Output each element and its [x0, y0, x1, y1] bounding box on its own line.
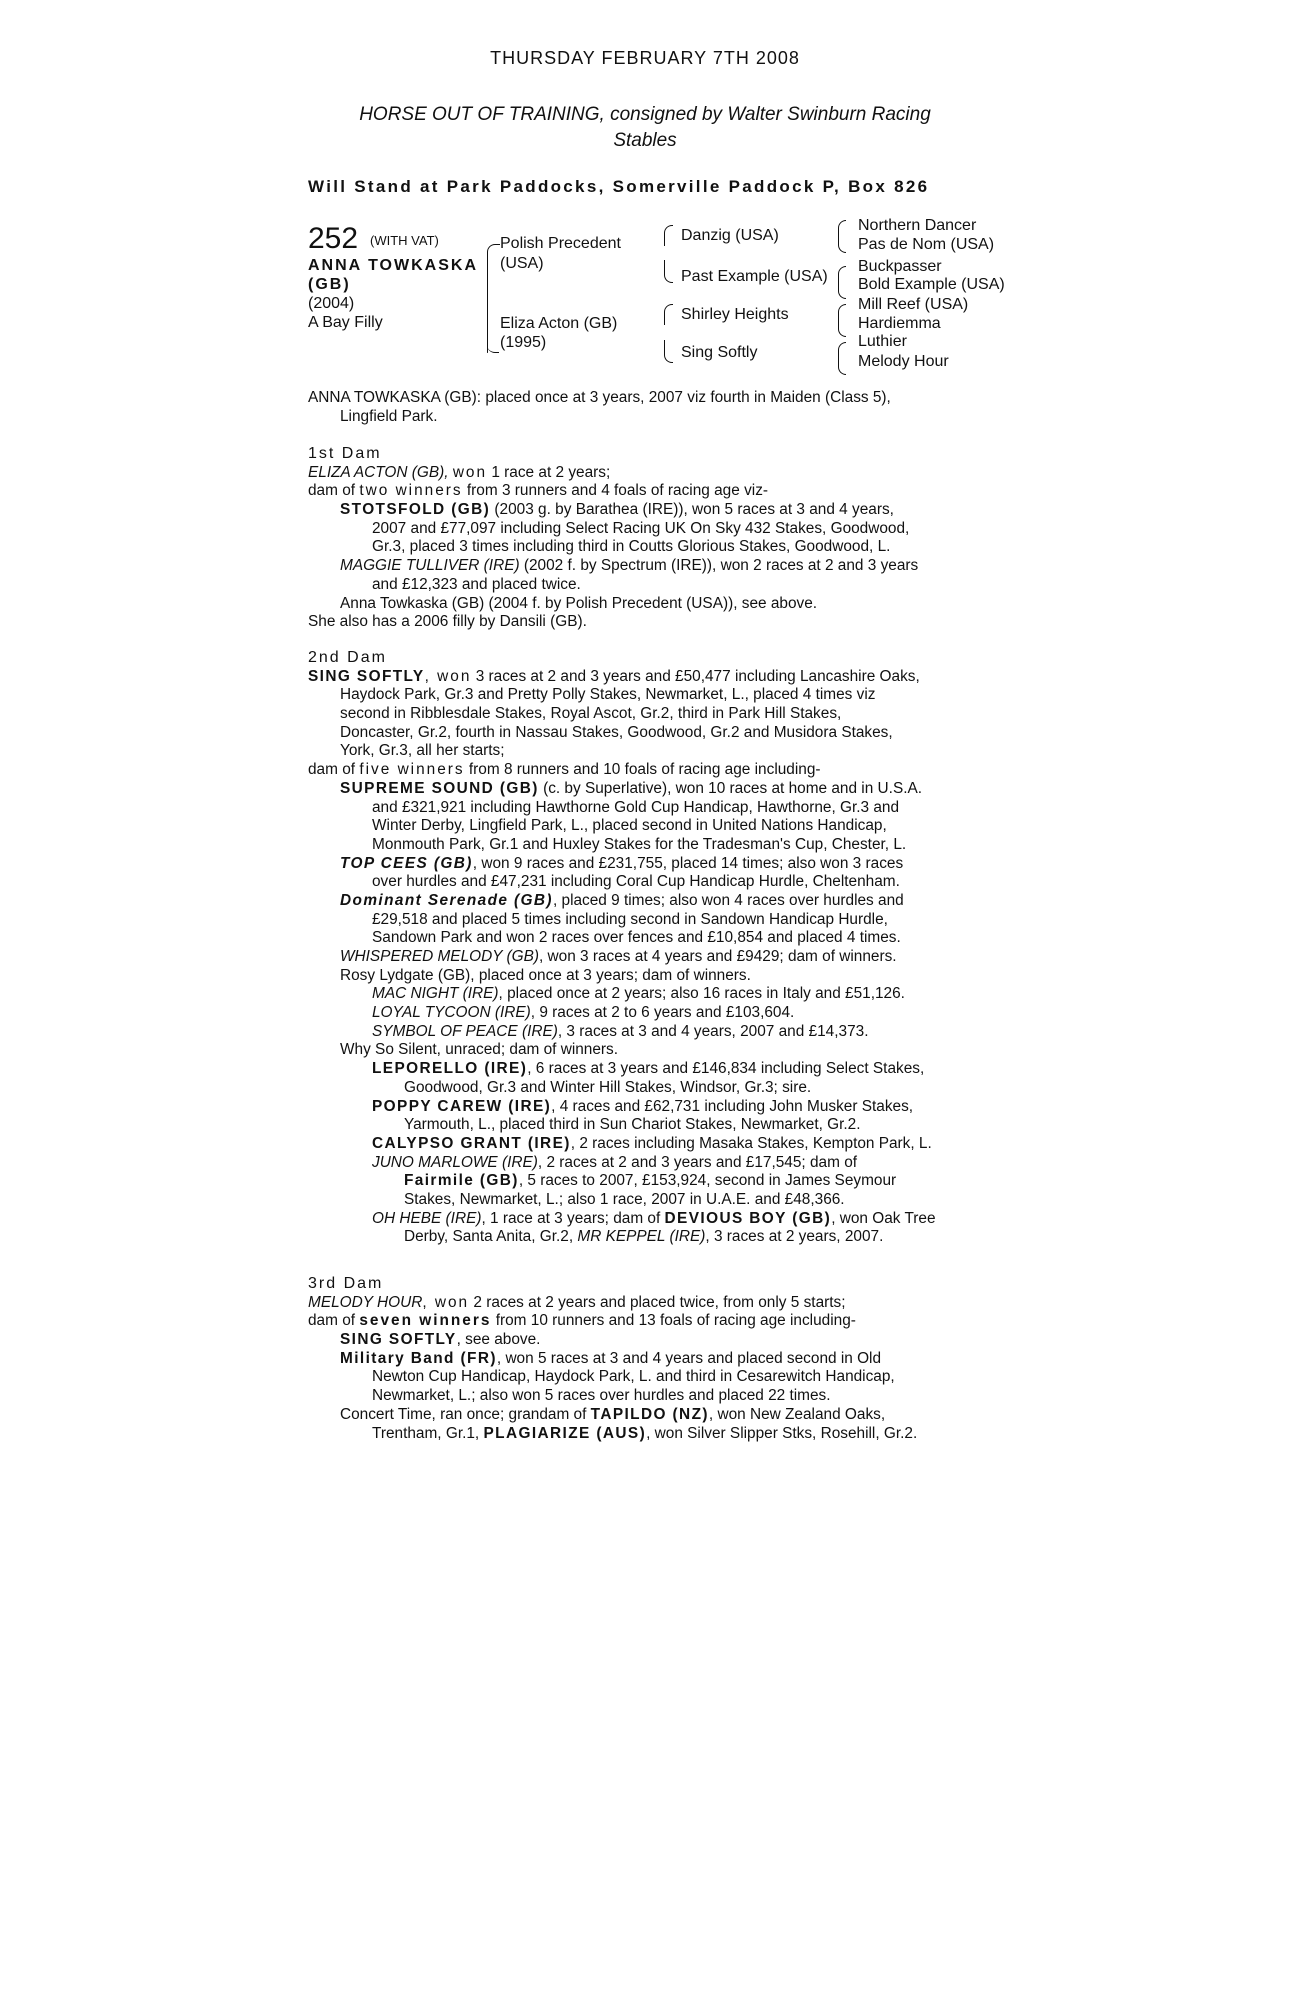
o6e-line-2 — [308, 1228, 1008, 1247]
gg-sire-4: Luthier — [858, 333, 907, 350]
second-dam-section — [308, 649, 1008, 1247]
produce-3: Anna Towkaska (GB) (2004 f. by Polish Precedent (USA)), see above. — [340, 594, 818, 612]
first-dam-name: ELIZA ACTON (GB), — [308, 463, 449, 481]
o6c-name: CALYPSO GRANT (IRE) — [372, 1134, 571, 1152]
t2-line-1 — [308, 1350, 1008, 1369]
o3-line-3: Sandown Park and won 2 races over fences and £10,854 and placed 4 times. — [372, 929, 901, 947]
o6-line: Why So Silent, unraced; dam of winners. — [340, 1041, 619, 1059]
sale-date: THURSDAY FEBRUARY 7TH 2008 — [490, 48, 800, 68]
produce-2-line-2: and £12,323 and placed twice. — [372, 575, 581, 593]
dam-sire: Shirley Heights — [681, 306, 789, 323]
second-dam-record: 3 races at 2 and 3 years and £50,477 including Lancashire Oaks, — [475, 667, 920, 685]
o6e-produce-name: DEVIOUS BOY (GB) — [664, 1209, 832, 1227]
t2-line-3: Newmarket, L.; also won 5 races over hurdles and placed 22 times. — [372, 1387, 831, 1405]
second-dam-line-4: Doncaster, Gr.2, fourth in Nassau Stakes, Goodwood, Gr.2 and Musidora Stakes, — [340, 723, 893, 741]
foals-summary: from 8 runners and 10 foals of racing age including- — [468, 761, 821, 779]
t3-produce-2-text: , won Silver Slipper Stks, Rosehill, Gr.2. — [646, 1424, 918, 1442]
t3-line-1 — [308, 1406, 1008, 1425]
o1-name: SUPREME SOUND (GB) — [340, 779, 539, 797]
race-summary — [308, 389, 1008, 426]
first-dam-name-line — [308, 464, 1008, 483]
o2-name: TOP CEES (GB) — [340, 854, 473, 872]
dam: Eliza Acton (GB) — [500, 315, 618, 332]
o6d-line-2 — [308, 1172, 1008, 1191]
brace-g7 — [838, 342, 846, 359]
produce-2-name: MAGGIE TULLIVER (IRE) — [340, 557, 520, 575]
o6e-produce-2-text: , 3 races at 2 years, 2007. — [705, 1228, 884, 1246]
second-dam-name-line — [308, 668, 1008, 687]
brace-g6 — [838, 320, 846, 337]
gg-dam-4: Melody Hour — [858, 353, 949, 370]
brace-g4 — [838, 282, 846, 299]
o5b-line — [308, 1004, 1008, 1023]
o4-text: , won 3 races at 4 years and £9429; dam of winners. — [538, 948, 897, 965]
o5b-text: , 9 races at 2 to 6 years and £103,604. — [530, 1004, 795, 1022]
o6b-line-1 — [308, 1098, 1008, 1117]
brace-g8 — [838, 358, 846, 375]
third-dam-section — [308, 1275, 1008, 1443]
winners-count: two winners — [359, 482, 463, 500]
stand-location: Will Stand at Park Paddocks, Somerville Paddock P, Box 826 — [308, 177, 930, 196]
brace-stem — [487, 304, 488, 353]
t2-text: , won 5 races at 3 and 4 years and placed second in Old — [496, 1349, 882, 1367]
won-word: , won — [422, 1293, 470, 1311]
o6e-line-2-text: Derby, Santa Anita, Gr.2, — [404, 1228, 574, 1246]
o6e-line-1 — [308, 1210, 1008, 1229]
dam-of: dam of — [308, 1312, 356, 1330]
consignor — [0, 102, 1290, 154]
brace-g5 — [838, 304, 846, 321]
o6b-line-2: Yarmouth, L., placed third in Sun Chariot Stakes, Newmarket, Gr.2. — [404, 1116, 861, 1134]
t2-line-2: Newton Cup Handicap, Haydock Park, L. and third in Cesarewitch Handicap, — [372, 1368, 895, 1386]
second-dam-produce — [308, 761, 1008, 780]
dam-of: dam of — [308, 761, 356, 779]
o1-line-1 — [308, 780, 1008, 799]
gg-sire-3: Mill Reef (USA) — [858, 296, 969, 313]
o6e-text: , 1 race at 3 years; dam of — [481, 1209, 661, 1227]
o6e-name: OH HEBE (IRE) — [372, 1209, 482, 1227]
third-dam-name-line — [308, 1294, 1008, 1313]
winners-count: seven winners — [359, 1312, 492, 1330]
produce-1-line-3: Gr.3, placed 3 times including third in Coutts Glorious Stakes, Goodwood, L. — [372, 538, 891, 556]
horse-name: ANNA TOWKASKA — [308, 257, 478, 274]
o6a-text: , 6 races at 3 years and £146,834 including Select Stakes, — [527, 1060, 925, 1078]
second-dam-line-2: Haydock Park, Gr.3 and Pretty Polly Stakes, Newmarket, L., placed 4 times viz — [340, 686, 876, 704]
o1-line-3: Winter Derby, Lingfield Park, L., placed second in United Nations Handicap, — [372, 817, 887, 835]
o5-line: Rosy Lydgate (GB), placed once at 3 years; dam of winners. — [340, 966, 751, 984]
o2-line-1 — [308, 855, 1008, 874]
o6b-text: , 4 races and £62,731 including John Musker Stakes, — [551, 1097, 914, 1115]
second-dam-line-3: second in Ribblesdale Stakes, Royal Ascot, Gr.2, third in Park Hill Stakes, — [340, 705, 842, 723]
o6e-produce-text: , won Oak Tree — [831, 1209, 936, 1227]
o1-line-4: Monmouth Park, Gr.1 and Huxley Stakes for the Tradesman's Cup, Chester, L. — [372, 835, 907, 853]
first-dam-section — [308, 445, 1008, 632]
o6a-name: LEPORELLO (IRE) — [372, 1060, 528, 1078]
won-word: , won — [424, 667, 472, 685]
o5a-line — [308, 985, 1008, 1004]
o6d-name: JUNO MARLOWE (IRE) — [372, 1153, 538, 1171]
brace-g1 — [838, 220, 846, 237]
t1-text: , see above. — [456, 1331, 541, 1349]
o2-line-2: over hurdles and £47,231 including Coral Cup Handicap Hurdle, Cheltenham. — [372, 873, 900, 891]
o6c-line-1 — [308, 1135, 1008, 1154]
produce-1-text: (2003 g. by Barathea (IRE)), won 5 races at 3 and 4 years, — [494, 501, 894, 519]
o6a-line-2: Goodwood, Gr.3 and Winter Hill Stakes, Windsor, Gr.3; sire. — [404, 1078, 812, 1096]
o3-line-1 — [308, 892, 1008, 911]
o5c-text: , 3 races at 3 and 4 years, 2007 and £14,373. — [557, 1022, 869, 1040]
vat-note: (WITH VAT) — [370, 233, 439, 248]
o3-name: Dominant Serenade (GB) — [340, 891, 553, 909]
consignor-line-2: Stables — [613, 130, 677, 151]
foals-summary: from 10 runners and 13 foals of racing age including- — [495, 1312, 856, 1330]
o6d-line-3: Stakes, Newmarket, L.; also 1 race, 2007 in U.A.E. and £48,366. — [404, 1190, 845, 1208]
sire-dam: Past Example (USA) — [681, 268, 828, 285]
first-dam-heading: 1st Dam — [308, 445, 382, 462]
third-dam-produce — [308, 1312, 1008, 1331]
o5a-name: MAC NIGHT (IRE) — [372, 985, 499, 1003]
t1-name: SING SOFTLY — [340, 1331, 457, 1349]
dam-dam: Sing Softly — [681, 344, 758, 361]
horse-country: (GB) — [308, 276, 351, 293]
o6d-produce-text: , 5 races to 2007, £153,924, second in James Seymour — [518, 1172, 897, 1190]
o6b-name: POPPY CAREW (IRE) — [372, 1097, 552, 1115]
o6a-line-1 — [308, 1060, 1008, 1079]
t1-line — [308, 1331, 1008, 1350]
t3-line-2-text: Trentham, Gr.1, — [372, 1424, 480, 1442]
produce-4: She also has a 2006 filly by Dansili (GB). — [308, 613, 587, 631]
produce-2-line-1 — [308, 557, 1008, 576]
produce-1-line-2: 2007 and £77,097 including Select Racing UK On Sky 432 Stakes, Goodwood, — [372, 519, 910, 537]
o6e-produce-2-name: MR KEPPEL (IRE) — [577, 1228, 706, 1246]
won-word: won — [452, 463, 488, 481]
third-dam-name: MELODY HOUR — [308, 1293, 423, 1311]
horse-description: A Bay Filly — [308, 314, 383, 331]
gg-sire-2: Buckpasser — [858, 258, 942, 275]
first-dam-record: 1 race at 2 years; — [491, 463, 611, 481]
brace-dd — [664, 340, 673, 363]
third-dam-heading: 3rd Dam — [308, 1275, 384, 1292]
o2-text: , won 9 races and £231,755, placed 14 times; also won 3 races — [472, 854, 904, 872]
brace-g2 — [838, 236, 846, 253]
produce-1-name: STOTSFOLD (GB) — [340, 501, 491, 519]
t3-text: Concert Time, ran once; grandam of — [340, 1405, 587, 1423]
o6c-text: , 2 races including Masaka Stakes, Kempton Park, L. — [570, 1134, 932, 1152]
dam-brace — [487, 302, 499, 353]
brace-ds — [664, 304, 673, 325]
o4-name: WHISPERED MELODY (GB) — [340, 948, 539, 965]
o6d-text: , 2 races at 2 and 3 years and £17,545; dam of — [537, 1153, 858, 1171]
o3-line-2: £29,518 and placed 5 times including second in Sandown Handicap Hurdle, — [372, 910, 888, 928]
t3-produce-2-name: PLAGIARIZE (AUS) — [483, 1424, 647, 1442]
brace-sd — [664, 260, 673, 283]
o5b-name: LOYAL TYCOON (IRE) — [372, 1004, 531, 1022]
winners-count: five winners — [359, 761, 465, 779]
second-dam-name: SING SOFTLY — [308, 667, 425, 685]
t3-produce-name: TAPILDO (NZ) — [590, 1405, 709, 1423]
gg-dam-3: Hardiemma — [858, 315, 941, 332]
sire-sire: Danzig (USA) — [681, 227, 779, 244]
sire-country: (USA) — [500, 255, 544, 272]
dam-year: (1995) — [500, 334, 547, 351]
o5a-text: , placed once at 2 years; also 16 races in Italy and £51,126. — [498, 985, 905, 1003]
o1-text: (c. by Superlative), won 10 races at home and in U.S.A. — [543, 779, 923, 797]
foals-summary: from 3 runners and 4 foals of racing age viz- — [466, 482, 769, 500]
o3-text: , placed 9 times; also won 4 races over hurdles and — [552, 891, 904, 909]
third-dam-record: 2 races at 2 years and placed twice, from only 5 starts; — [473, 1293, 846, 1311]
o5c-name: SYMBOL OF PEACE (IRE) — [372, 1022, 558, 1040]
produce-2-text: (2002 f. by Spectrum (IRE)), won 2 races at 2 and 3 years — [523, 557, 919, 575]
o4-line-1 — [308, 948, 1008, 967]
horse-year: (2004) — [308, 295, 355, 312]
second-dam-heading: 2nd Dam — [308, 649, 387, 666]
first-dam-produce — [308, 482, 1008, 501]
consignor-line-1: HORSE OUT OF TRAINING, consigned by Walter Swinburn Racing — [359, 104, 931, 125]
o6d-line-1 — [308, 1154, 1008, 1173]
t3-produce-text: , won New Zealand Oaks, — [708, 1405, 886, 1423]
sire: Polish Precedent — [500, 235, 621, 252]
brace-ss — [664, 225, 673, 246]
summary-line-2: Lingfield Park. — [340, 407, 438, 425]
o1-line-2: and £321,921 including Hawthorne Gold Cup Handicap, Hawthorne, Gr.3 and — [372, 798, 900, 816]
t3-line-2 — [308, 1425, 1008, 1444]
dam-of: dam of — [308, 482, 356, 500]
gg-dam-1: Pas de Nom (USA) — [858, 236, 995, 253]
gg-sire-1: Northern Dancer — [858, 217, 977, 234]
summary-line-1: ANNA TOWKASKA (GB): placed once at 3 years, 2007 viz fourth in Maiden (Class 5), — [308, 389, 891, 406]
gg-dam-2: Bold Example (USA) — [858, 276, 1005, 293]
produce-1-line-1 — [308, 501, 1008, 520]
brace-g3 — [838, 266, 846, 283]
t2-name: Military Band (FR) — [340, 1349, 497, 1367]
o6d-produce-name: Fairmile (GB) — [404, 1172, 519, 1190]
lot-number: 252 — [308, 222, 359, 255]
o5c-line — [308, 1023, 1008, 1042]
second-dam-line-5: York, Gr.3, all her starts; — [340, 742, 505, 760]
